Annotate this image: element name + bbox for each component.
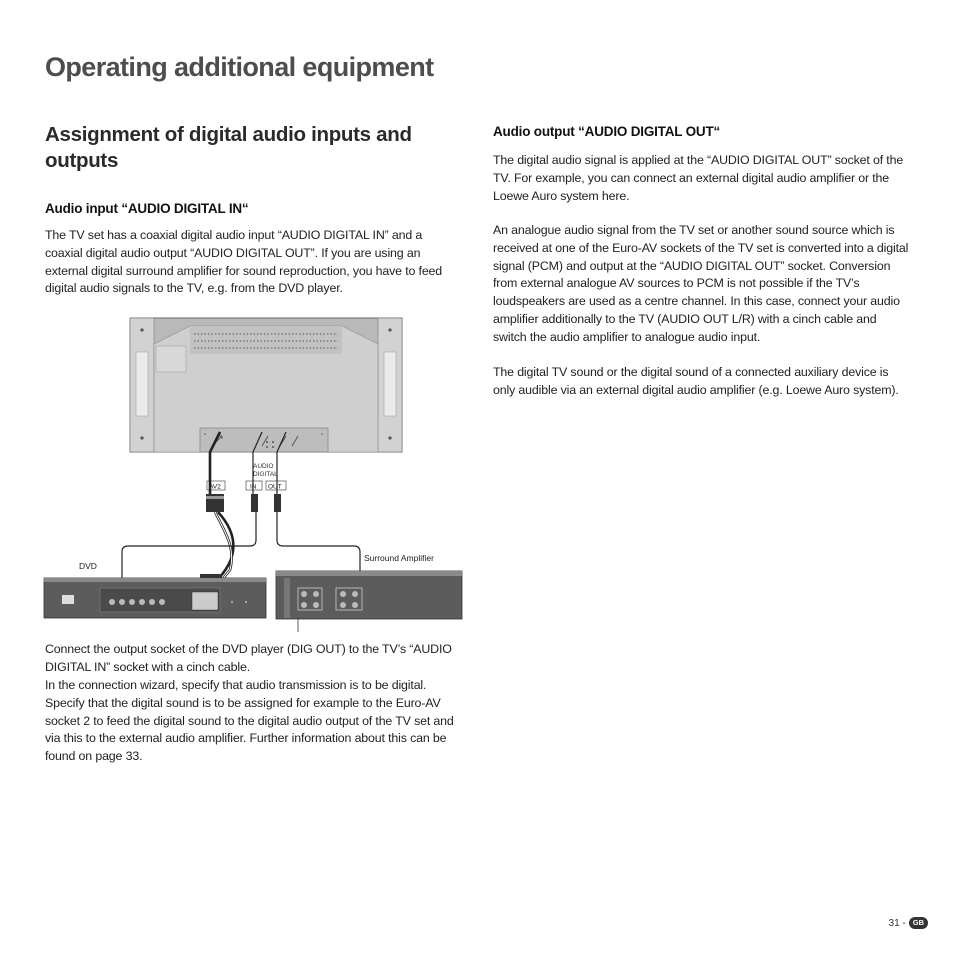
out-port-label	[266, 481, 286, 491]
surround-amplifier-illustration	[276, 571, 462, 632]
digital-label: DIGITAL	[253, 471, 278, 478]
audio-output-para-3: The digital TV sound or the digital sound of a connected auxiliary device is only audible via an external digital audio amplifier (e.g. Loewe Auro system).	[493, 365, 899, 397]
page-footer	[889, 917, 928, 929]
section-title: Assignment of digital audio inputs and outputs	[45, 123, 412, 172]
wizard-instruction: In the connection wizard, specify that audio transmission is to be digital. Specify that the digital sound is to be assigned for example to the Euro-AV socket 2 to feed the digital sound to the digital audio output of the TV set and via this to the external audio amplifier. Further information about this can be found on page 33.	[45, 678, 454, 764]
language-badge: GB	[909, 917, 928, 929]
cinch-plug-in	[251, 494, 258, 512]
connect-instruction: Connect the output socket of the DVD player (DIG OUT) to the TV’s “AUDIO DIGITAL IN” socket with a cinch cable.	[45, 642, 452, 674]
audio-output-para-2: An analogue audio signal from the TV set or another sound source which is received at one of the Euro-AV sockets of the TV set is converted into a digital signal (PCM) and output at the “AUDIO DIGITAL OUT” socket. Conversion from external analogue AV sources to PCM is not possible if the TV’s loudspeakers are used as a centre channel. In this case, connect your audio amplifier additionally to the TV (AUDIO OUT L/R) with a cinch cable and switch the audio amplifier to analogue audio input.	[493, 223, 909, 344]
dvd-label: DVD	[79, 561, 97, 571]
out-label: OUT	[268, 483, 282, 491]
cinch-cable-in	[122, 432, 262, 580]
page-title: Operating additional equipment	[45, 52, 434, 82]
audio-input-heading: Audio input “AUDIO DIGITAL IN“	[45, 201, 249, 216]
cinch-plug-out	[274, 494, 281, 512]
audio-output-para-1: The digital audio signal is applied at the “AUDIO DIGITAL OUT” socket of the TV. For example, you can connect an external digital audio amplifier or the Loewe Auro system here.	[493, 153, 904, 203]
audio-label: AUDIO	[253, 463, 274, 470]
surround-amplifier-label: Surround Amplifier	[364, 553, 434, 563]
audio-input-body: The TV set has a coaxial digital audio input “AUDIO DIGITAL IN” and a coaxial digital audio output “AUDIO DIGITAL OUT”. If you are using an external digital surround amplifier for sound reproduction, you have to feed digital audio signals to the TV, e.g. from the DVD player.	[45, 228, 443, 296]
audio-output-heading: Audio output “AUDIO DIGITAL OUT“	[493, 124, 721, 139]
tv-back-illustration	[130, 318, 402, 452]
connection-diagram	[40, 312, 470, 637]
in-label: IN	[250, 483, 257, 491]
dvd-player-illustration	[44, 578, 266, 618]
in-port-label	[246, 481, 262, 491]
av2-label: AV2	[209, 483, 221, 491]
cinch-cable-out	[277, 432, 360, 580]
page-number: 31 -	[888, 917, 906, 929]
